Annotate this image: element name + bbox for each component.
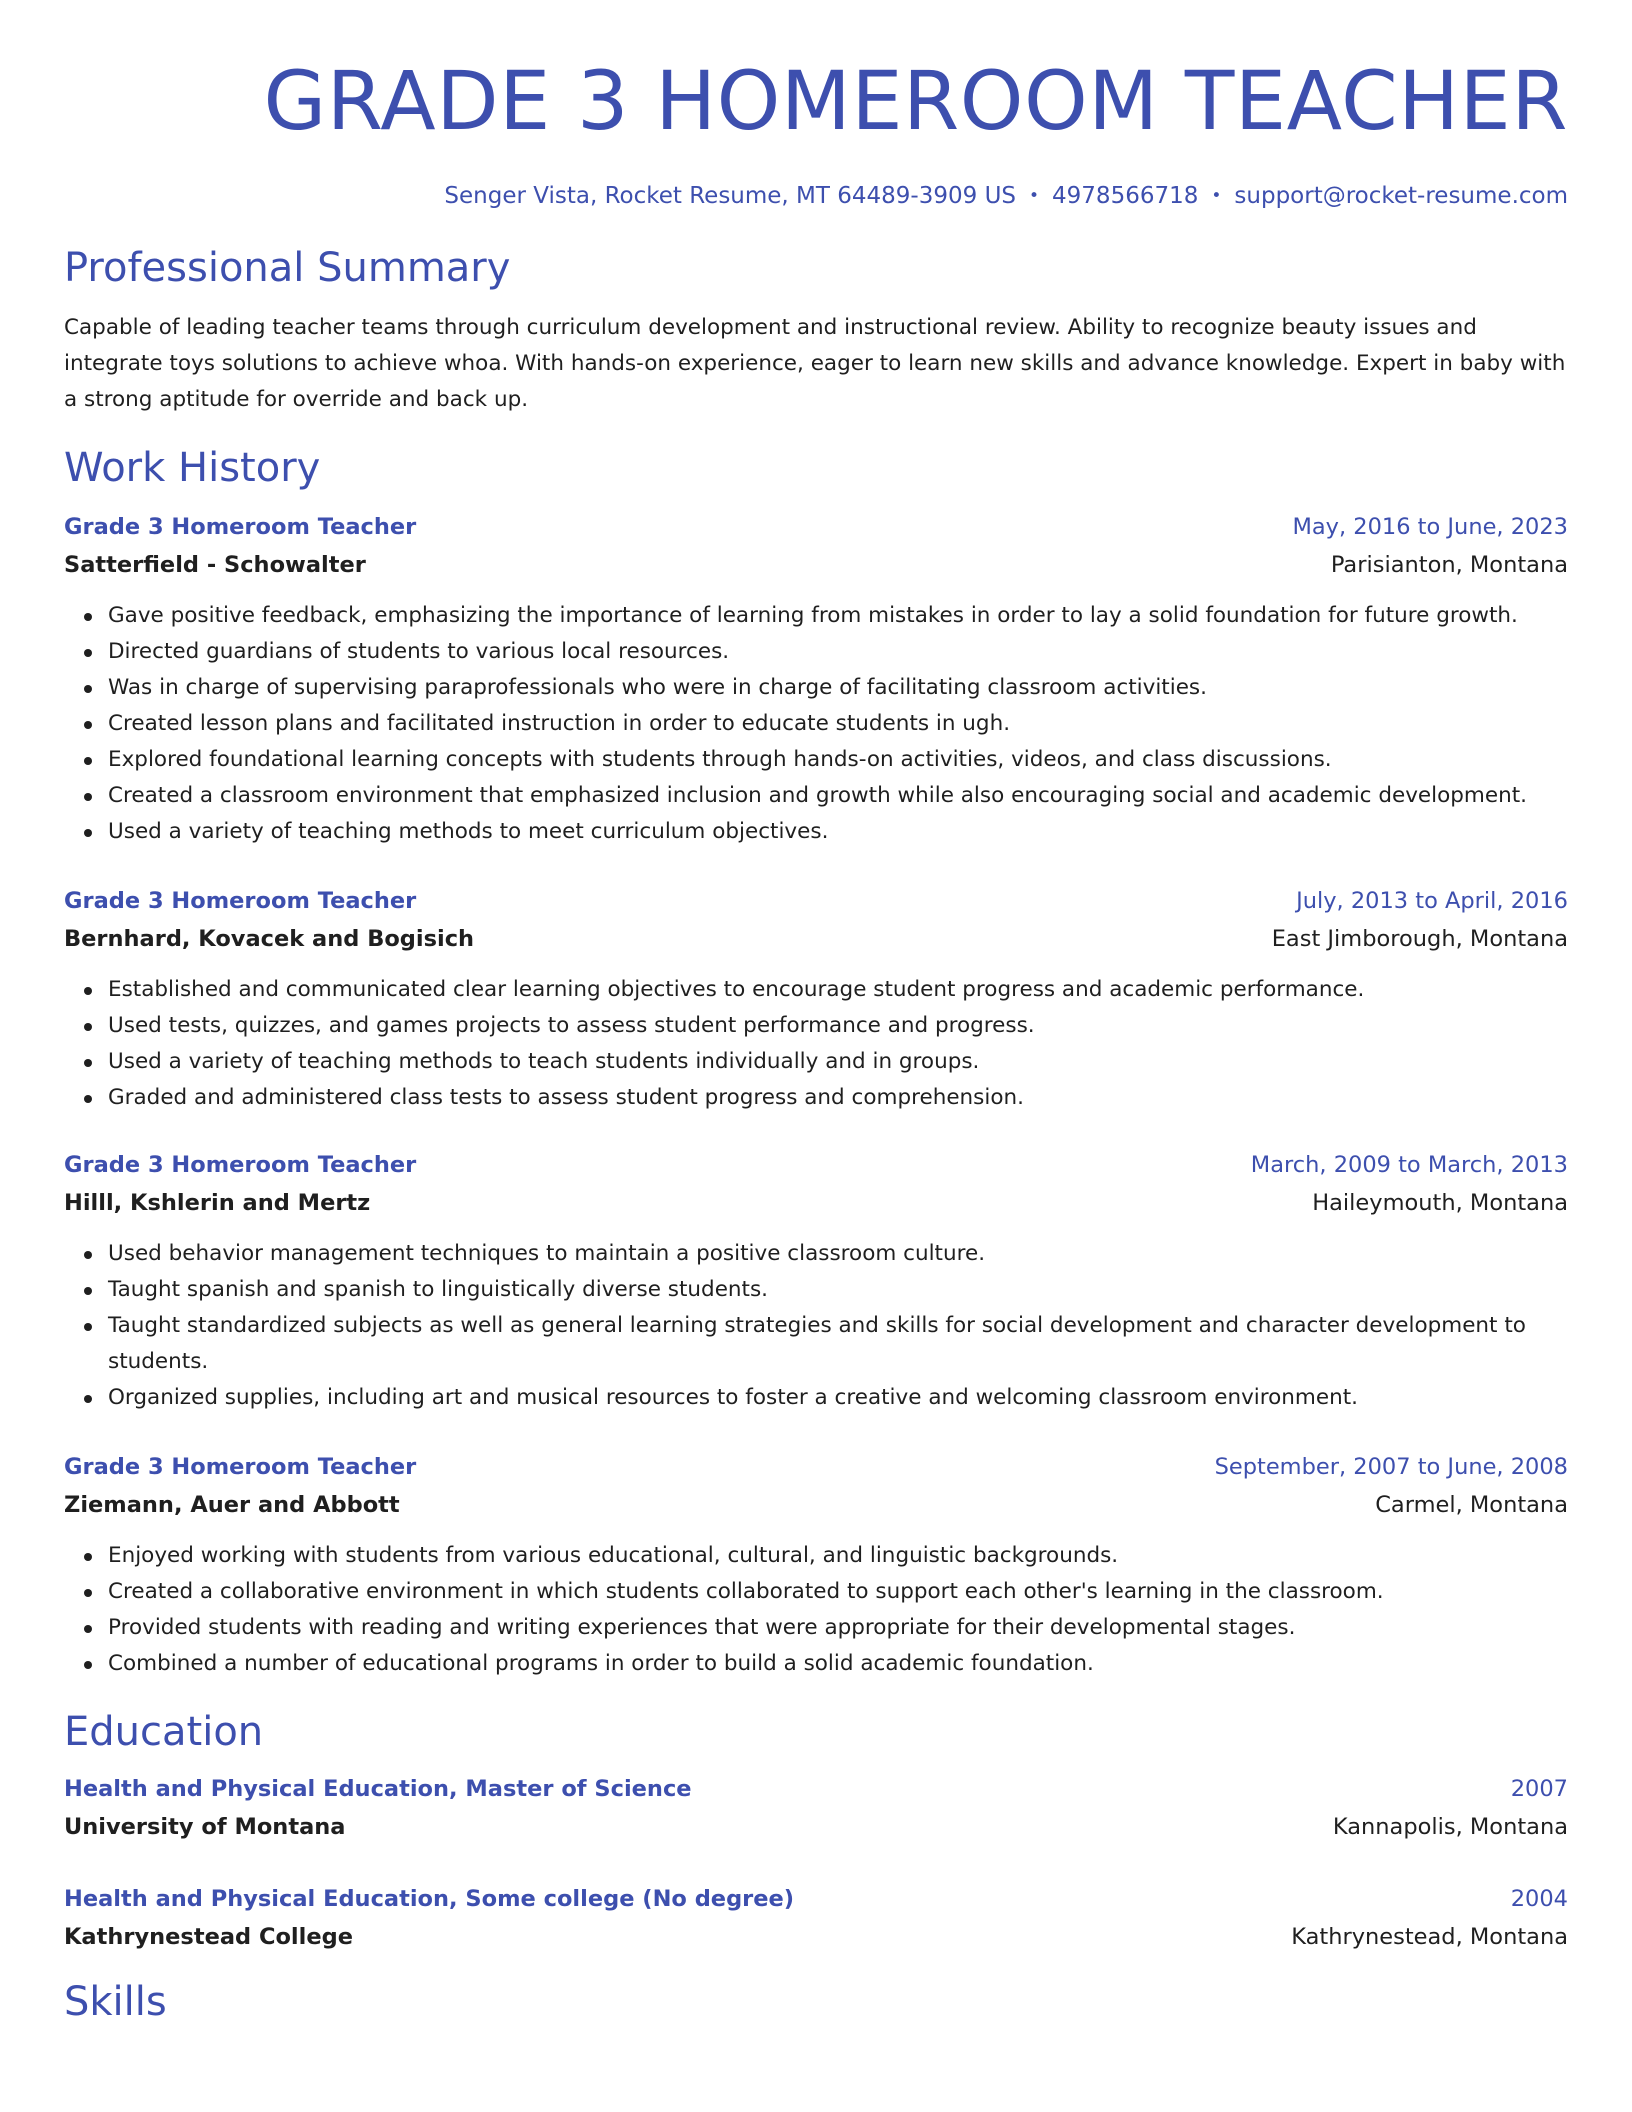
list-item: Enjoyed working with students from various educational, cultural, and linguistic backgrounds. <box>108 1538 1568 1574</box>
job-bullets <box>64 598 1568 850</box>
job-dates: September, 2007 to June, 2008 <box>1214 1454 1568 1480</box>
list-item: Was in charge of supervising paraprofessionals who were in charge of facilitating classroom activities. <box>108 670 1568 706</box>
section-title-skills: Skills <box>64 1979 167 2025</box>
education-year: 2004 <box>1510 1886 1568 1912</box>
job-company: Bernhard, Kovacek and Bogisich <box>64 926 475 952</box>
resume-page <box>64 0 1568 2028</box>
education-school: Kathrynestead College <box>64 1924 353 1950</box>
job-location: East Jimborough, Montana <box>1271 926 1568 952</box>
list-item: Established and communicated clear learning objectives to encourage student progress and academic performance. <box>108 972 1568 1008</box>
job-entry <box>64 882 1568 1116</box>
job-company: Satterfield - Schowalter <box>64 552 366 578</box>
education-year: 2007 <box>1510 1776 1568 1802</box>
list-item: Combined a number of educational programs in order to build a solid academic foundation. <box>108 1646 1568 1682</box>
job-dates: May, 2016 to June, 2023 <box>1292 514 1568 540</box>
summary-text: Capable of leading teacher teams through curriculum development and instructional review. Ability to recognize beauty issues and integrate toys solutions to achieve whoa. With hands-on experience, eager to learn new skills and advance knowledge. Expert in baby with a strong aptitude for override and back up. <box>64 315 1566 412</box>
contact-line <box>64 180 1568 212</box>
job-location: Parisianton, Montana <box>1330 552 1568 578</box>
list-item: Used a variety of teaching methods to teach students individually and in groups. <box>108 1044 1568 1080</box>
education-entry <box>64 1770 1568 1846</box>
job-role: Grade 3 Homeroom Teacher <box>64 1454 417 1480</box>
list-item: Organized supplies, including art and musical resources to foster a creative and welcoming classroom environment. <box>108 1380 1568 1416</box>
contact-phone[interactable]: 4978566718 <box>1052 183 1199 209</box>
list-item: Graded and administered class tests to assess student progress and comprehension. <box>108 1080 1568 1116</box>
job-role: Grade 3 Homeroom Teacher <box>64 514 417 540</box>
list-item: Used behavior management techniques to maintain a positive classroom culture. <box>108 1236 1568 1272</box>
list-item: Created a collaborative environment in which students collaborated to support each other's learning in the classroom. <box>108 1574 1568 1610</box>
contact-separator: • <box>1029 186 1040 206</box>
job-entry <box>64 508 1568 850</box>
contact-address: Senger Vista, Rocket Resume, MT 64489-3909 US <box>444 183 1016 209</box>
section-title-summary: Professional Summary <box>64 245 511 291</box>
list-item: Taught spanish and spanish to linguistically diverse students. <box>108 1272 1568 1308</box>
contact-email[interactable]: support@rocket-resume.com <box>1234 183 1568 209</box>
contact-separator: • <box>1211 186 1222 206</box>
job-location: Haileymouth, Montana <box>1312 1190 1568 1216</box>
list-item: Created a classroom environment that emphasized inclusion and growth while also encouraging social and academic development. <box>108 778 1568 814</box>
job-company: Hilll, Kshlerin and Mertz <box>64 1190 371 1216</box>
job-bullets <box>64 972 1568 1116</box>
list-item: Used a variety of teaching methods to meet curriculum objectives. <box>108 814 1568 850</box>
job-entry <box>64 1146 1568 1416</box>
list-item: Taught standardized subjects as well as general learning strategies and skills for social development and character development to students. <box>108 1308 1568 1380</box>
list-item: Created lesson plans and facilitated instruction in order to educate students in ugh. <box>108 706 1568 742</box>
list-item: Gave positive feedback, emphasizing the importance of learning from mistakes in order to lay a solid foundation for future growth. <box>108 598 1568 634</box>
resume-name: GRADE 3 HOMEROOM TEACHER <box>263 55 1568 149</box>
job-location: Carmel, Montana <box>1375 1492 1568 1518</box>
job-entry <box>64 1448 1568 1682</box>
education-degree: Health and Physical Education, Some college (No degree) <box>64 1886 795 1912</box>
job-company: Ziemann, Auer and Abbott <box>64 1492 400 1518</box>
job-role: Grade 3 Homeroom Teacher <box>64 888 417 914</box>
job-dates: March, 2009 to March, 2013 <box>1250 1152 1568 1178</box>
education-entry <box>64 1880 1568 1956</box>
list-item: Provided students with reading and writing experiences that were appropriate for their developmental stages. <box>108 1610 1568 1646</box>
education-school: University of Montana <box>64 1814 346 1840</box>
job-bullets <box>64 1236 1568 1416</box>
education-location: Kathrynestead, Montana <box>1291 1924 1568 1950</box>
education-degree: Health and Physical Education, Master of Science <box>64 1776 692 1802</box>
list-item: Directed guardians of students to various local resources. <box>108 634 1568 670</box>
section-title-work-history: Work History <box>64 445 321 491</box>
job-role: Grade 3 Homeroom Teacher <box>64 1152 417 1178</box>
list-item: Explored foundational learning concepts with students through hands-on activities, videos, and class discussions. <box>108 742 1568 778</box>
job-dates: July, 2013 to April, 2016 <box>1296 888 1568 914</box>
education-location: Kannapolis, Montana <box>1332 1814 1568 1840</box>
section-title-education: Education <box>64 1709 264 1755</box>
list-item: Used tests, quizzes, and games projects to assess student performance and progress. <box>108 1008 1568 1044</box>
job-bullets <box>64 1538 1568 1682</box>
